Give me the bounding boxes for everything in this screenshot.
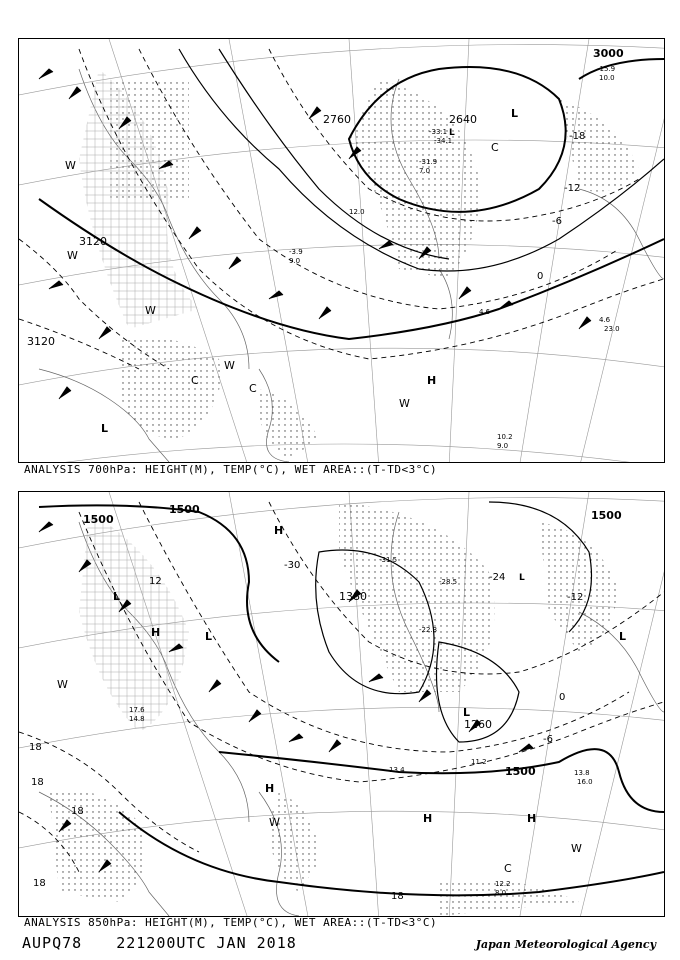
warm-center-marker: W	[224, 359, 235, 372]
low-center-marker: L	[205, 630, 213, 643]
cold-center-marker: C	[504, 862, 512, 875]
chart-code: AUPQ78	[22, 934, 83, 952]
temp-label: 18	[71, 806, 84, 817]
high-center-marker: H	[265, 782, 275, 795]
chart-identifier	[22, 934, 321, 952]
low-center-marker: L	[449, 128, 455, 138]
temp-label: 0	[537, 271, 544, 282]
station-value: -34.1	[434, 137, 453, 145]
temp-label: -18	[569, 131, 586, 142]
low-center-marker: L	[619, 630, 627, 643]
station-value: 10.0	[599, 74, 615, 82]
cold-center-marker: C	[249, 382, 257, 395]
warm-center-marker: W	[269, 816, 280, 829]
station-value: 9.0	[289, 257, 301, 265]
map-panel-850hpa	[18, 491, 665, 917]
station-value: 16.0	[577, 778, 593, 786]
chart-datetime: 221200UTC JAN 2018	[116, 934, 297, 952]
warm-center-marker: W	[399, 397, 410, 410]
height-label: 1500	[505, 765, 536, 778]
cold-center-marker: C	[491, 141, 499, 154]
warm-center-marker: W	[65, 159, 76, 172]
height-label: 1380	[339, 590, 367, 603]
station-value: 23.0	[604, 325, 620, 333]
low-center-marker: L	[519, 573, 525, 583]
map-panel-700hpa	[18, 38, 665, 463]
temp-label: 18	[29, 742, 42, 753]
station-value: -33.1	[429, 128, 448, 136]
station-value: 12.2	[495, 880, 511, 888]
station-value: 17.6	[129, 706, 145, 714]
station-value: -22.3	[419, 626, 438, 634]
temp-label: -6	[552, 216, 562, 227]
temp-label: 18	[31, 777, 44, 788]
station-value: -28.5	[439, 578, 458, 586]
height-label: 1500	[169, 503, 200, 516]
height-label: 1260	[464, 718, 492, 731]
cold-center-marker: C	[191, 374, 199, 387]
station-value: 8.0	[495, 889, 507, 897]
temp-label: -30	[284, 560, 301, 571]
high-center-marker: H	[423, 812, 433, 825]
height-label: 3120	[27, 335, 55, 348]
map-850hpa-canvas	[19, 492, 664, 916]
station-value: -15.9	[597, 65, 616, 73]
station-value: 14.8	[129, 715, 145, 723]
high-center-marker: H	[274, 524, 284, 537]
height-label: 3120	[79, 235, 107, 248]
temp-label: 12	[149, 576, 162, 587]
high-center-marker: H	[527, 812, 537, 825]
warm-center-marker: W	[67, 249, 78, 262]
low-center-marker: L	[101, 422, 109, 435]
high-center-marker: H	[427, 374, 437, 387]
height-label: 3000	[593, 47, 624, 60]
caption-700hpa: ANALYSIS 700hPa: HEIGHT(M), TEMP(°C), WET AREA::(T-TD<3°C)	[24, 463, 438, 476]
station-value: 4.6	[599, 316, 611, 324]
temp-label: -6	[543, 734, 553, 745]
station-value: -31.5	[379, 556, 398, 564]
low-center-marker: L	[113, 590, 121, 603]
station-value: 10.2	[497, 433, 513, 441]
station-value: 13.8	[574, 769, 590, 777]
agency-credit: Japan Meteorological Agency	[475, 938, 656, 951]
station-value: -3.9	[289, 248, 303, 256]
station-value: 13.4	[389, 766, 405, 774]
height-label: 2640	[449, 113, 477, 126]
station-value: 7.0	[419, 167, 431, 175]
temp-label: -12	[564, 183, 581, 194]
station-value: 12.0	[349, 208, 365, 216]
station-value: 4.6	[479, 308, 491, 316]
station-value: 9.0	[497, 442, 509, 450]
station-value: 11.2	[471, 758, 487, 766]
temp-label: -24	[489, 572, 506, 583]
height-label: 1500	[83, 513, 114, 526]
map-700hpa-canvas	[19, 39, 664, 462]
station-value: -31.9	[419, 158, 438, 166]
height-label: 2760	[323, 113, 351, 126]
low-center-marker: L	[463, 706, 471, 719]
height-label: 1500	[591, 509, 622, 522]
temp-label: 0	[559, 692, 566, 703]
high-center-marker: H	[151, 626, 161, 639]
temp-label: 18	[33, 878, 46, 889]
warm-center-marker: W	[145, 304, 156, 317]
warm-center-marker: W	[571, 842, 582, 855]
temp-label: -12	[567, 592, 584, 603]
warm-center-marker: W	[57, 678, 68, 691]
temp-label: 18	[391, 891, 404, 902]
caption-850hpa: ANALYSIS 850hPa: HEIGHT(M), TEMP(°C), WET AREA::(T-TD<3°C)	[24, 916, 438, 929]
low-center-marker: L	[511, 107, 519, 120]
